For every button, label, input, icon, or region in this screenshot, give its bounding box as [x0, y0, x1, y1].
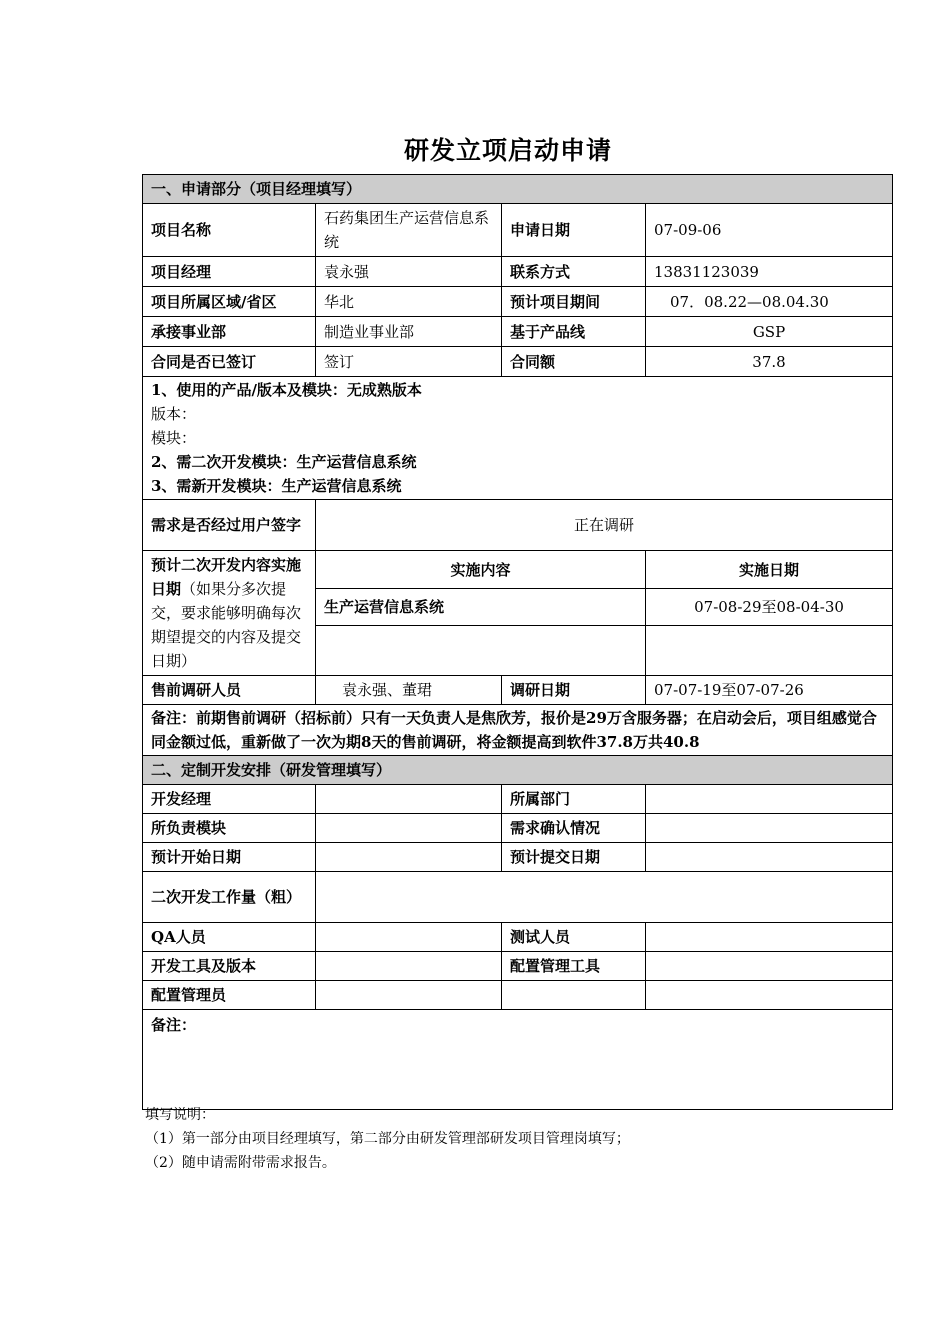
- product-line-label: 基于产品线: [502, 317, 646, 347]
- research-date-value: 07-07-19至07-07-26: [646, 676, 893, 705]
- schedule-label-bold: 预计二次开发内容实施日期: [151, 556, 302, 598]
- products-line: 模块：: [151, 429, 197, 447]
- pm-label: 项目经理: [143, 257, 316, 287]
- contact-value: 13831123039: [646, 257, 893, 287]
- qa-value: [316, 923, 502, 952]
- table-row: [143, 500, 893, 551]
- instructions-title: 填写说明：: [145, 1107, 215, 1123]
- start-date-label: 预计开始日期: [143, 843, 316, 872]
- products-line: 1、使用的产品/版本及模块：无成熟版本: [151, 381, 422, 399]
- page-title: 研发立项启动申请: [403, 136, 612, 165]
- table-row: [143, 814, 893, 843]
- table-row: [143, 785, 893, 814]
- section2-header: 二、定制开发安排（研发管理填写）: [143, 756, 893, 785]
- instructions-item: （2）随申请需附带需求报告。: [145, 1155, 336, 1171]
- table-row: [143, 317, 893, 347]
- section2-remark: 备注：: [143, 1010, 893, 1110]
- req-confirm-label: 需求确认情况: [502, 814, 646, 843]
- project-name-value: 石药集团生产运营信息系统: [316, 204, 502, 257]
- contact-label: 联系方式: [502, 257, 646, 287]
- signoff-label: 需求是否经过用户签字: [143, 500, 316, 551]
- section1-header: 一、申请部分（项目经理填写）: [143, 175, 893, 204]
- table-row: [143, 952, 893, 981]
- table-row: [143, 257, 893, 287]
- table-row: [143, 1010, 893, 1110]
- products-line: 版本：: [151, 405, 197, 423]
- schedule-col-content: 实施内容: [316, 551, 646, 589]
- application-form: [142, 174, 893, 1110]
- instructions: [145, 1103, 630, 1175]
- region-value: 华北: [316, 287, 502, 317]
- department-value: [646, 785, 893, 814]
- project-name-label: 项目名称: [143, 204, 316, 257]
- period-value: 07．08.22—08.04.30: [646, 287, 893, 317]
- contract-signed-label: 合同是否已签订: [143, 347, 316, 377]
- research-date-label: 调研日期: [502, 676, 646, 705]
- tools-value: [316, 952, 502, 981]
- contract-amount-value: 37.8: [646, 347, 893, 377]
- signoff-value: 正在调研: [316, 500, 893, 551]
- period-label: 预计项目期间: [502, 287, 646, 317]
- workload-label: 二次开发工作量（粗）: [143, 872, 316, 923]
- apply-date-label: 申请日期: [502, 204, 646, 257]
- qa-label: QA人员: [143, 923, 316, 952]
- table-row: [143, 872, 893, 923]
- workload-value: [316, 872, 893, 923]
- schedule-row1-date: 07-08-29至08-04-30: [646, 589, 893, 625]
- table-row: [143, 923, 893, 952]
- apply-date-value: 07-09-06: [646, 204, 893, 257]
- empty-cell: [646, 981, 893, 1010]
- table-row: [143, 676, 893, 705]
- dev-manager-value: [316, 785, 502, 814]
- presales-label: 售前调研人员: [143, 676, 316, 705]
- table-row: [143, 347, 893, 377]
- product-line-value: GSP: [646, 317, 893, 347]
- table-row: [143, 981, 893, 1010]
- products-line: 3、需新开发模块：生产运营信息系统: [151, 477, 402, 495]
- division-label: 承接事业部: [143, 317, 316, 347]
- section1-header-row: [143, 175, 893, 204]
- config-admin-label: 配置管理员: [143, 981, 316, 1010]
- table-row: [143, 843, 893, 872]
- table-row: [143, 287, 893, 317]
- region-label: 项目所属区域/省区: [143, 287, 316, 317]
- products-row: [143, 377, 893, 500]
- contract-signed-value: 签订: [316, 347, 502, 377]
- modules-value: [316, 814, 502, 843]
- section2-header-row: [143, 756, 893, 785]
- schedule-label-note: （如果分多次提交，要求能够明确每次期望提交的内容及提交日期）: [151, 580, 302, 670]
- products-cell: [143, 377, 893, 500]
- schedule-row2-date: [646, 625, 893, 675]
- tools-label: 开发工具及版本: [143, 952, 316, 981]
- division-value: 制造业事业部: [316, 317, 502, 347]
- empty-cell: [502, 981, 646, 1010]
- req-confirm-value: [646, 814, 893, 843]
- submit-date-label: 预计提交日期: [502, 843, 646, 872]
- config-tools-value: [646, 952, 893, 981]
- tester-value: [646, 923, 893, 952]
- pm-value: 袁永强: [316, 257, 502, 287]
- dev-manager-label: 开发经理: [143, 785, 316, 814]
- config-admin-value: [316, 981, 502, 1010]
- tester-label: 测试人员: [502, 923, 646, 952]
- instructions-item: （1）第一部分由项目经理填写，第二部分由研发管理部研发项目管理岗填写；: [145, 1131, 630, 1147]
- schedule-col-date: 实施日期: [646, 551, 893, 589]
- schedule-row1-content: 生产运营信息系统: [316, 589, 646, 625]
- department-label: 所属部门: [502, 785, 646, 814]
- presales-value: 袁永强、董珺: [316, 676, 502, 705]
- remark-row: [143, 705, 893, 756]
- submit-date-value: [646, 843, 893, 872]
- contract-amount-label: 合同额: [502, 347, 646, 377]
- schedule-row2-content: [316, 625, 646, 675]
- schedule-label: [143, 551, 316, 676]
- table-row: [143, 204, 893, 257]
- modules-label: 所负责模块: [143, 814, 316, 843]
- products-line: 2、需二次开发模块：生产运营信息系统: [151, 453, 417, 471]
- section1-remark: 备注：前期售前调研（招标前）只有一天负责人是焦欣芳，报价是29万含服务器；在启动会后，项目组感觉合同金额过低，重新做了一次为期8天的售前调研，将金额提高到软件37.8万共40.8: [143, 705, 893, 756]
- start-date-value: [316, 843, 502, 872]
- config-tools-label: 配置管理工具: [502, 952, 646, 981]
- table-row: [143, 551, 893, 589]
